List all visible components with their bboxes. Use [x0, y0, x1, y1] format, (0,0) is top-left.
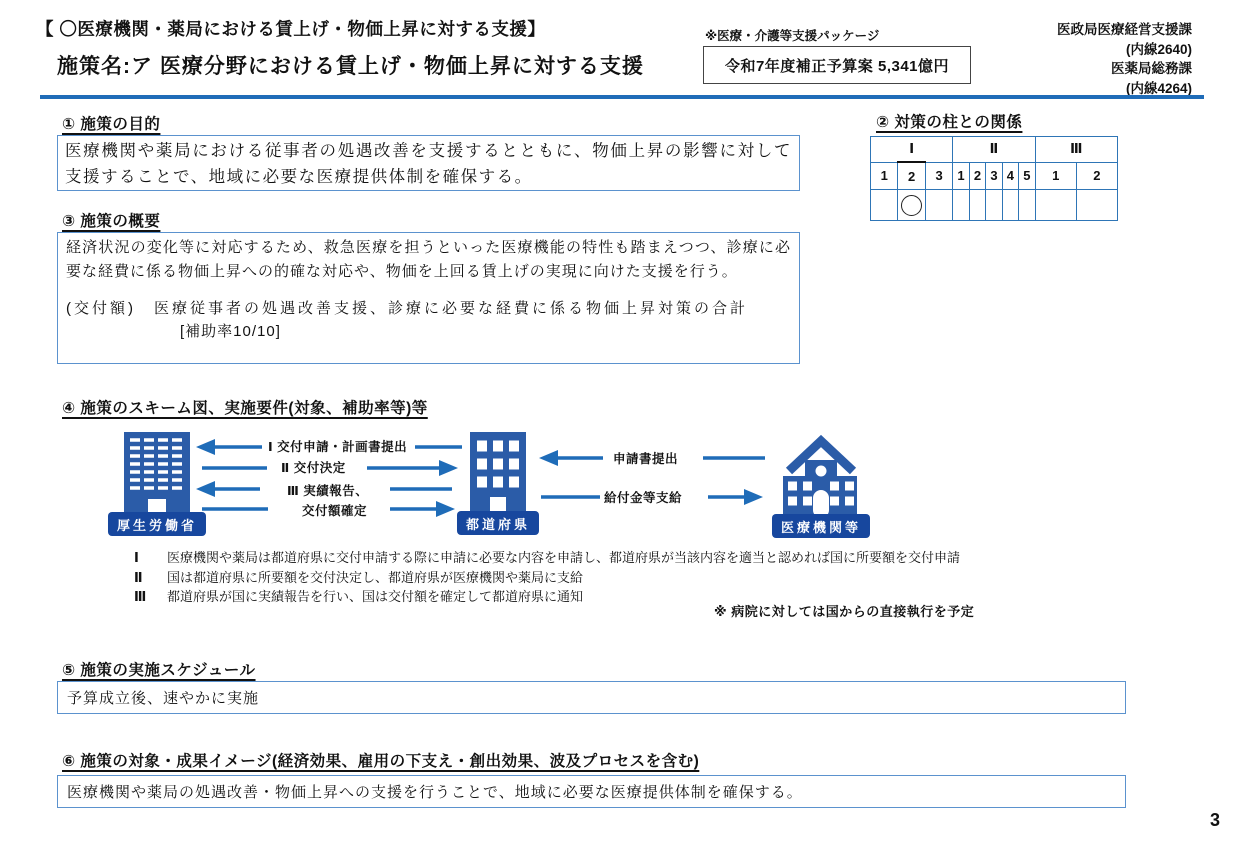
section-3-body: 経済状況の変化等に対応するため、救急医療を担うといった医療機能の特性も踏まえつつ、診療に必要な経費に係る物価上昇への的確な対応や、物価を上回る賃上げの実現に向けた支援を行う。: [66, 239, 791, 280]
flow-label-grant-decision: Ⅱ 交付決定: [281, 461, 346, 475]
department-contact: [960, 20, 1192, 98]
pillar-group-1: Ⅰ: [871, 137, 953, 163]
pillar-group-row: [871, 137, 1118, 163]
section-3-heading: ③ 施策の概要: [62, 213, 161, 230]
badge-prefecture: 都道府県: [457, 511, 539, 535]
header-divider: [40, 95, 1204, 99]
flow-label-submit-form: 申請書提出: [613, 452, 679, 466]
grant-label: (交付額): [66, 300, 136, 317]
prefecture-building-icon: [470, 432, 526, 515]
badge-medical-institution: 医療機関等: [772, 514, 870, 538]
dept-line: 医政局医療経営支援課: [1057, 22, 1192, 37]
grant-text: 医療従事者の処遇改善支援、診療に必要な経費に係る物価上昇対策の合計: [154, 300, 749, 317]
scheme-notes: [134, 548, 1184, 607]
section-6-body: 医療機関や薬局の処遇改善・物価上昇への支援を行うことで、地域に必要な医療提供体制を確保する。: [67, 784, 803, 801]
pillar-col: 1: [1035, 162, 1076, 190]
section-6-box: [57, 775, 1126, 808]
circle-mark-icon: [901, 195, 922, 216]
pillar-col: 2: [969, 162, 985, 190]
pillar-col: 3: [986, 162, 1002, 190]
section-5-heading: ⑤ 施策の実施スケジュール: [62, 662, 256, 679]
scheme-note-1: Ⅰ 医療機関や薬局は都道府県に交付申請する際に申請に必要な内容を申請し、都道府県が当該内容を適当と認めれば国に所要額を交付申請: [134, 550, 961, 565]
pillar-col: 5: [1019, 162, 1036, 190]
section-6-heading: ⑥ 施策の対象・成果イメージ(経済効果、雇用の下支え・創出効果、波及プロセスを含む): [62, 753, 700, 770]
section-1-heading: ① 施策の目的: [62, 116, 161, 133]
pillar-col: 2: [1076, 162, 1117, 190]
section-1-box: [57, 135, 800, 191]
scheme-note-2: Ⅱ 国は都道府県に所要額を交付決定し、都道府県が医療機関や薬局に支給: [134, 569, 584, 585]
scheme-diagram: [60, 425, 1140, 545]
pillar-col-marked: 2: [898, 162, 925, 190]
flow-label-application: Ⅰ 交付申請・計画書提出: [268, 440, 408, 454]
dept-line: 医薬局総務課: [1111, 61, 1192, 76]
package-note: ※医療・介護等支援パッケージ: [705, 29, 880, 43]
section-3-box: [57, 232, 800, 364]
budget-label: 令和7年度補正予算案 5,341億円: [724, 57, 950, 75]
pillar-col: 1: [953, 162, 969, 190]
pillar-group-3: Ⅲ: [1035, 137, 1117, 163]
scheme-note-3: Ⅲ 都道府県が国に実績報告を行い、国は交付額を確定して都道府県に通知: [134, 589, 584, 604]
hospital-direct-execution-note: ※ 病院に対しては国からの直接執行を予定: [714, 604, 975, 619]
pillar-col: 1: [871, 162, 898, 190]
document-title: 【 〇医療機関・薬局における賃上げ・物価上昇に対する支援】: [36, 19, 546, 39]
grant-amount-row: [58, 287, 799, 318]
flow-label-benefit-payment: 給付金等支給: [604, 491, 683, 505]
dept-extension: (内線2640): [1125, 41, 1192, 57]
pillar-group-2: Ⅱ: [953, 137, 1035, 163]
section-5-body: 予算成立後、速やかに実施: [67, 690, 260, 707]
pillar-number-row: [871, 162, 1118, 190]
section-4-heading: ④ 施策のスキーム図、実施要件(対象、補助率等)等: [62, 400, 428, 417]
flow-label-report: Ⅲ 実績報告、 交付額確定: [287, 484, 369, 518]
pillar-relation-table: [870, 136, 1118, 221]
policy-name: 施策名:ア 医療分野における賃上げ・物価上昇に対する支援: [57, 55, 644, 78]
medical-institution-icon: [783, 441, 857, 518]
pillar-col: 4: [1002, 162, 1018, 190]
page-number: 3: [1210, 810, 1221, 830]
section-1-body: 医療機関や薬局における従事者の処遇改善を支援するとともに、物価上昇の影響に対して支援することで、地域に必要な医療提供体制を確保する。: [65, 142, 792, 186]
section-2-heading: ② 対策の柱との関係: [876, 114, 1023, 131]
dept-extension: (内線4264): [1125, 80, 1192, 96]
subsidy-rate: [補助率10/10]: [180, 323, 281, 340]
pillar-col: 3: [925, 162, 952, 190]
budget-box: [703, 46, 971, 84]
pillar-mark-row: [871, 190, 1118, 221]
badge-ministry: 厚生労働省: [108, 512, 206, 536]
government-building-icon: [124, 432, 190, 515]
section-5-box: [57, 681, 1126, 714]
